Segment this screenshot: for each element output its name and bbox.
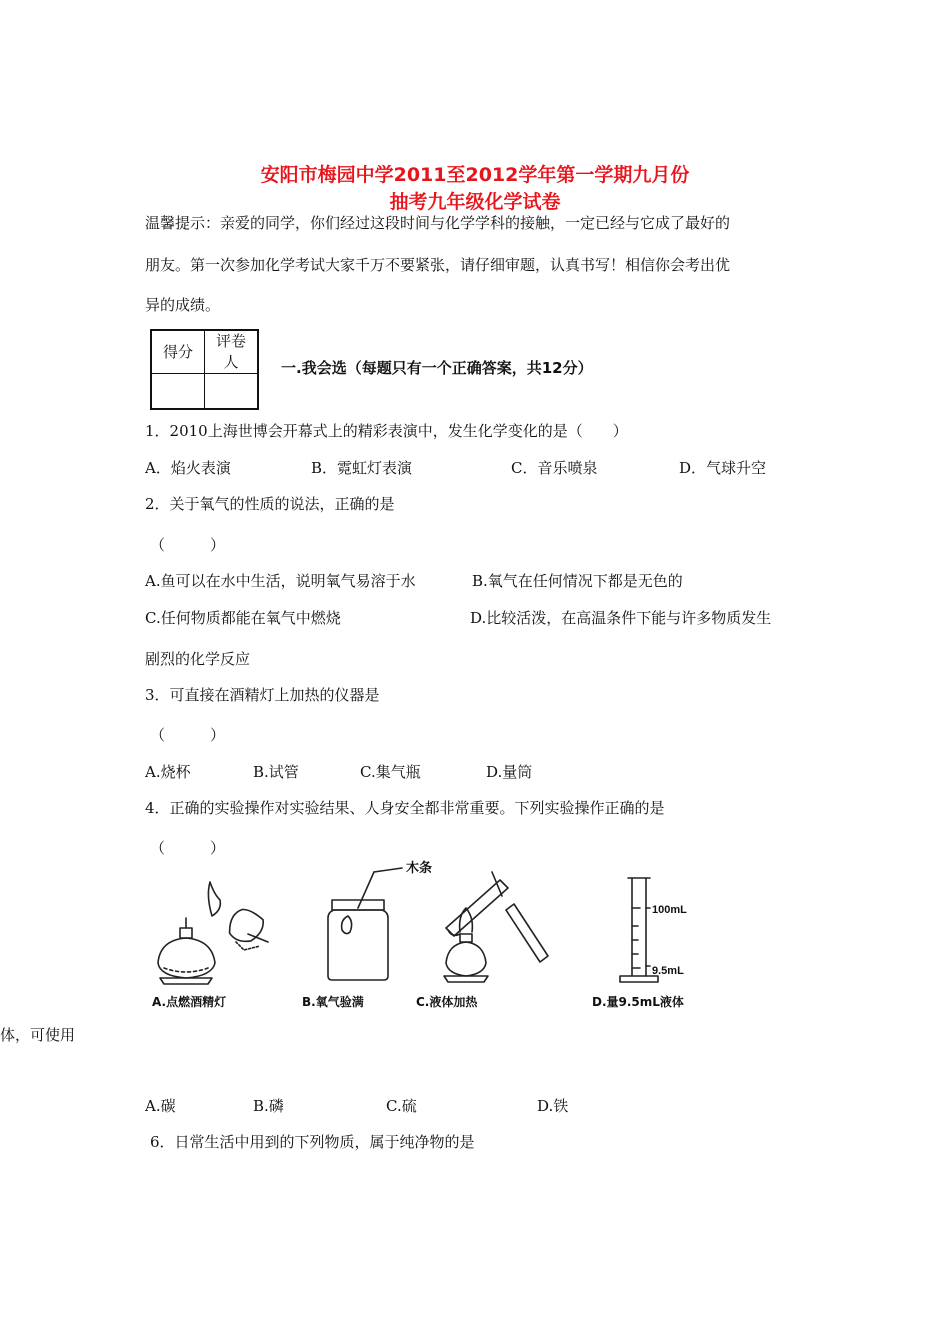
stick-label: 木条 [406, 860, 433, 875]
q1-option-b: B．霓虹灯表演 [311, 459, 413, 477]
score-cell[interactable] [151, 374, 205, 410]
q2-option-a: A.鱼可以在水中生活，说明氧气易溶于水 [145, 572, 416, 590]
exam-title-line1: 安阳市梅园中学2011至2012学年第一学期九月份 [260, 164, 690, 186]
intro-line3: 异的成绩。 [145, 296, 221, 314]
q1-option-a: A．焰火表演 [145, 459, 231, 477]
q1-option-c: C．音乐喷泉 [511, 459, 598, 477]
q2-option-b: B.氧气在任何情况下都是无色的 [472, 572, 683, 590]
q3-option-b: B.试管 [253, 763, 299, 781]
test-tube-heating-illustration [444, 872, 548, 982]
q2-option-c: C.任何物质都能在氧气中燃烧 [145, 609, 341, 627]
exam-title-line2: 抽考九年级化学试卷 [389, 191, 561, 213]
q6-stem: 6．日常生活中用到的下列物质，属于纯净物的是 [150, 1133, 475, 1151]
cylinder-9-5ml-label: 9.5mL [652, 965, 684, 977]
lab-operations-figure [140, 860, 720, 1018]
q3-stem: 3．可直接在酒精灯上加热的仪器是 [145, 686, 380, 704]
score-header: 得分 [151, 330, 205, 374]
cylinder-100ml-label: 100mL [652, 904, 687, 916]
q5-option-a: A.碳 [145, 1097, 176, 1115]
q3-option-a: A.烧杯 [145, 763, 191, 781]
grader-header-line1: 评卷 [215, 332, 246, 350]
q5-stem-fragment: 体，可使用 [0, 1026, 76, 1044]
alcohol-lamp-illustration [158, 882, 269, 984]
q4-stem: 4．正确的实验操作对实验结果、人身安全都非常重要。下列实验操作正确的是 [145, 799, 665, 817]
q5-option-c: C.硫 [386, 1097, 417, 1115]
q3-answer-paren: （ ） [150, 726, 226, 744]
figure-caption-b: B.氧气验满 [302, 995, 364, 1009]
q2-option-d: D.比较活泼，在高温条件下能与许多物质发生 [470, 609, 772, 627]
figure-caption-c: C.液体加热 [416, 995, 478, 1009]
q4-answer-paren: （ ） [150, 839, 226, 857]
q2-stem: 2．关于氧气的性质的说法，正确的是 [145, 495, 395, 513]
figure-caption-a: A.点燃酒精灯 [152, 995, 227, 1009]
q5-option-b: B.磷 [253, 1097, 284, 1115]
grader-header [205, 330, 259, 374]
q5-option-d: D.铁 [537, 1097, 569, 1115]
grader-cell[interactable] [205, 374, 259, 410]
gas-bottle-illustration [328, 868, 402, 980]
intro-line1: 温馨提示：亲爱的同学，你们经过这段时间与化学学科的接触，一定已经与它成了最好的 [145, 214, 731, 232]
intro-line2: 朋友。第一次参加化学考试大家千万不要紧张，请仔细审题，认真书写！相信你会考出优 [145, 256, 731, 274]
q2-answer-paren: （ ） [150, 536, 226, 554]
q1-stem: 1．2010上海世博会开幕式上的精彩表演中，发生化学变化的是（ ） [145, 422, 628, 440]
q3-option-c: C.集气瓶 [360, 763, 421, 781]
figure-caption-d: D.量9.5mL液体 [592, 995, 684, 1009]
q3-option-d: D.量筒 [486, 763, 533, 781]
q2-option-d-cont: 剧烈的化学反应 [145, 650, 251, 668]
score-table [150, 329, 259, 410]
section1-title: 一.我会选（每题只有一个正确答案，共12分） [281, 359, 593, 377]
grader-header-line2: 人 [223, 353, 239, 371]
q1-option-d: D．气球升空 [679, 459, 767, 477]
